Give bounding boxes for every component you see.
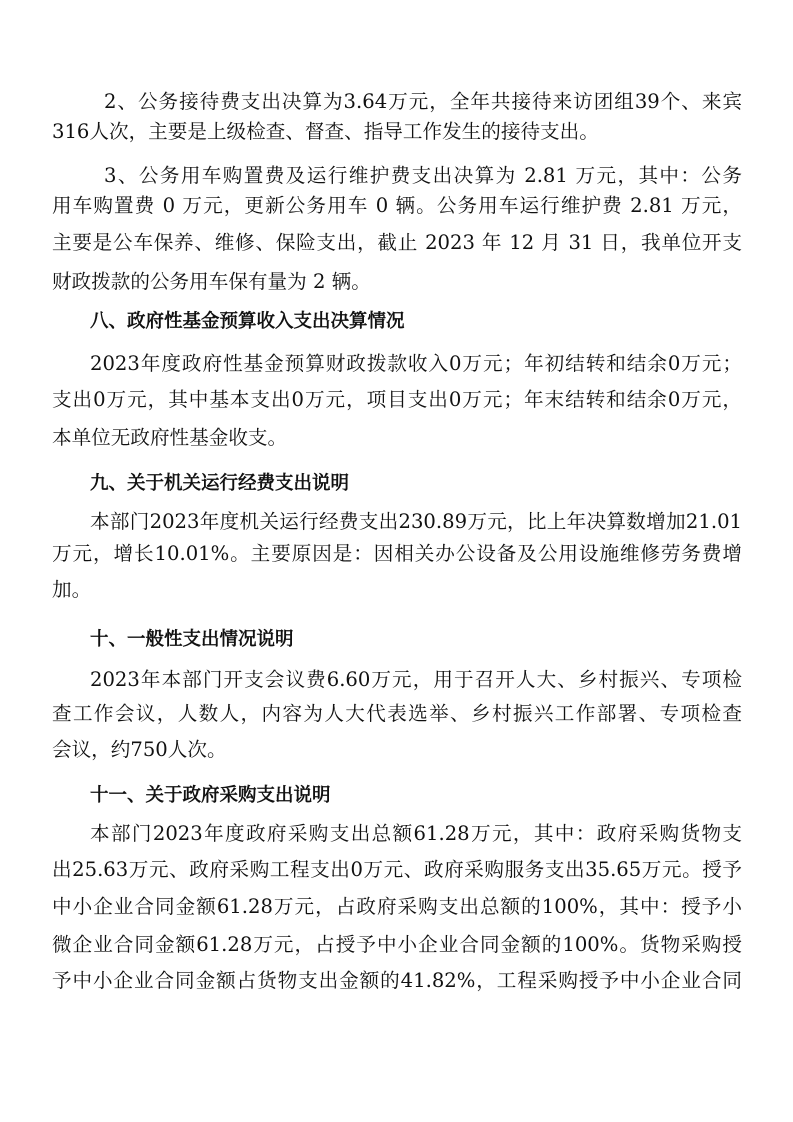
paragraph-line: 3、公务用车购置费及运行维护费支出决算为 2.81 万元，其中：公务 xyxy=(104,164,742,187)
paragraph-line: 出25.63万元、政府采购工程支出0万元、政府采购服务支出35.65万元。授予 xyxy=(52,858,742,881)
paragraph-line: 主要是公车保养、维修、保险支出，截止 2023 年 12 月 31 日，我单位开支 xyxy=(52,231,742,254)
paragraph-line: 查工作会议，人数人，内容为人大代表选举、乡村振兴工作部署、专项检查 xyxy=(52,702,742,725)
paragraph-line: 本单位无政府性基金收支。 xyxy=(52,426,288,449)
section-heading: 十一、关于政府采购支出说明 xyxy=(90,785,331,806)
paragraph-line: 本部门2023年度政府采购支出总额61.28万元，其中：政府采购货物支 xyxy=(90,822,742,845)
section-heading: 十、一般性支出情况说明 xyxy=(90,629,294,650)
paragraph-line: 予中小企业合同金额占货物支出金额的41.82%，工程采购授予中小企业合同 xyxy=(52,969,742,992)
paragraph-line: 中小企业合同金额61.28万元，占政府采购支出总额的100%，其中：授予小 xyxy=(52,895,742,918)
paragraph-line: 用车购置费 0 万元，更新公务用车 0 辆。公务用车运行维护费 2.81 万元， xyxy=(52,194,742,217)
paragraph-line: 316人次，主要是上级检查、督查、指导工作发生的接待支出。 xyxy=(52,120,599,143)
paragraph-line: 支出0万元，其中基本支出0万元，项目支出0万元；年末结转和结余0万元， xyxy=(52,388,742,411)
paragraph-line: 加。 xyxy=(52,578,92,601)
section-heading: 八、政府性基金预算收入支出决算情况 xyxy=(90,311,405,332)
paragraph-line: 2、公务接待费支出决算为3.64万元，全年共接待来访团组39个、来宾 xyxy=(104,90,742,113)
paragraph-line: 会议，约750人次。 xyxy=(52,738,227,761)
paragraph-line: 2023年本部门开支会议费6.60万元，用于召开人大、乡村振兴、专项检 xyxy=(90,668,742,691)
paragraph-line: 微企业合同金额61.28万元，占授予中小企业合同金额的100%。货物采购授 xyxy=(52,933,742,956)
paragraph-line: 本部门2023年度机关运行经费支出230.89万元，比上年决算数增加21.01 xyxy=(90,510,742,533)
paragraph-line: 2023年度政府性基金预算财政拨款收入0万元；年初结转和结余0万元； xyxy=(90,352,742,375)
section-heading: 九、关于机关运行经费支出说明 xyxy=(90,473,350,494)
paragraph-line: 财政拨款的公务用车保有量为 2 辆。 xyxy=(52,270,371,293)
paragraph-line: 万元，增长10.01%。主要原因是：因相关办公设备及公用设施维修劳务费增 xyxy=(52,542,742,565)
